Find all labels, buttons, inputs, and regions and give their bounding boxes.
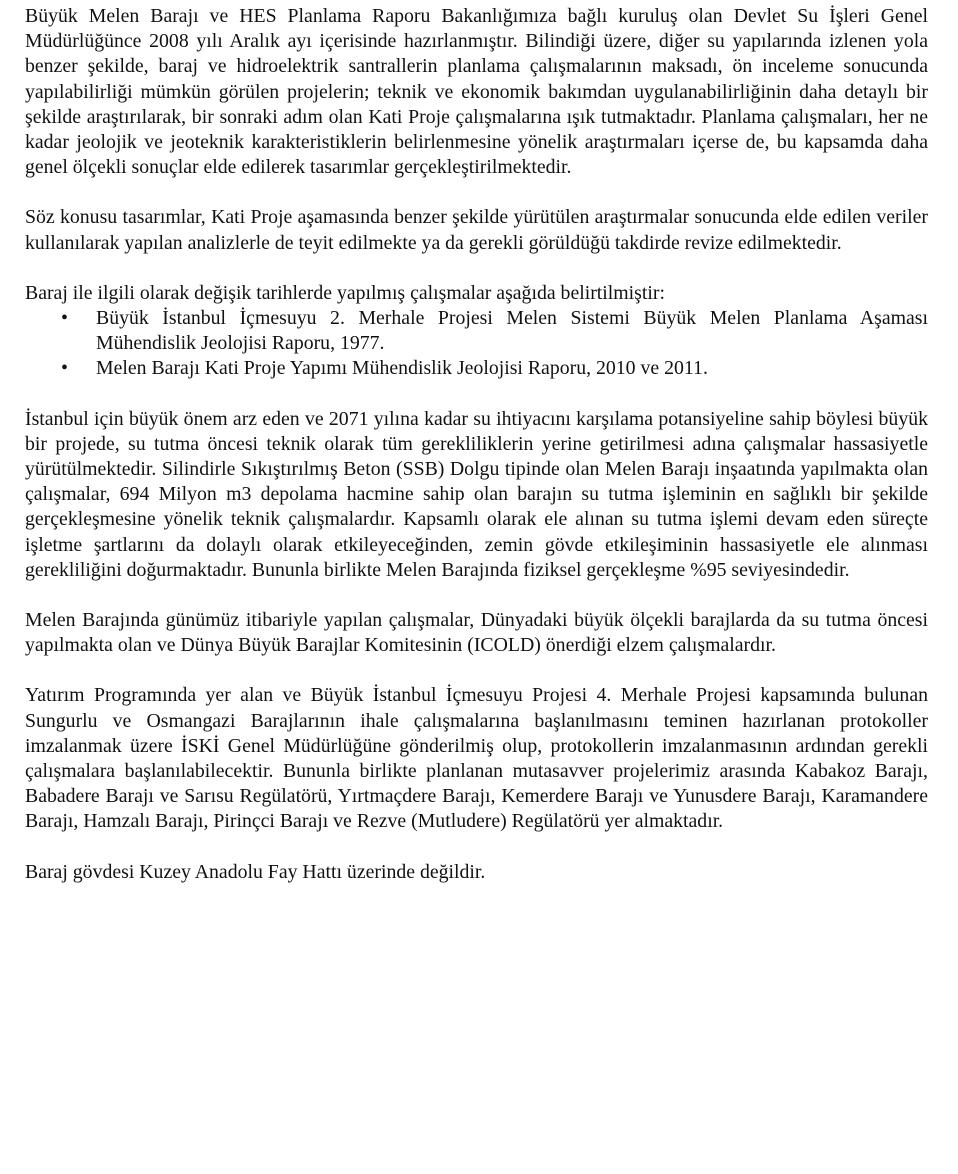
paragraph-gap (25, 180, 928, 205)
studies-list (25, 306, 928, 382)
paragraph-gap (25, 835, 928, 860)
bullet-icon: • (61, 357, 68, 380)
paragraph-designs-confirmation: Söz konusu tasarımlar, Kati Proje aşamasında benzer şekilde yürütülen araştırmalar sonucunda elde edilen veriler kullanılarak yapılan analizlerle de teyit edilmekte ya da gerekli görüldüğü takdirde revize edilmektedir. (25, 206, 928, 254)
paragraph-planning-report: Büyük Melen Barajı ve HES Planlama Raporu Bakanlığımıza bağlı kuruluş olan Devlet Su İşleri Genel Müdürlüğünce 2008 yılı Aralık ayı içerisinde hazırlanmıştır. Bilindiği üzere, diğer su yapılarında izlenen yola benzer şekilde, baraj ve hidroelektrik santrallerin planlama çalışmalarının maksadı, ön inceleme sonucunda yapılabilirliği mümkün görülen projelerin; teknik ve ekonomik bakımdan uygulanabilirliğinin daha detaylı bir şekilde araştırılarak, bir sonraki adım olan Kati Proje çalışmalarına ışık tutmaktadır. Planlama çalışmaları, her ne kadar jeolojik ve jeoteknik karakteristiklerin belirlenmesine yönelik araştırmaları içerse de, bu kapsamda daha genel ölçekli sonuçlar elde edilerek tasarımlar gerçekleştirilmektedir. (25, 5, 928, 179)
bullet-icon: • (61, 307, 68, 330)
paragraph-fault-line: Baraj gövdesi Kuzey Anadolu Fay Hattı üzerinde değildir. (25, 860, 486, 883)
paragraph-gap (25, 583, 928, 608)
list-item-text: Büyük İstanbul İçmesuyu 2. Merhale Projesi Melen Sistemi Büyük Melen Planlama Aşaması Mühendislik Jeolojisi Raporu, 1977. (96, 307, 928, 355)
list-item-text: Melen Barajı Kati Proje Yapımı Mühendislik Jeolojisi Raporu, 2010 ve 2011. (96, 357, 708, 380)
paragraph-icold: Melen Barajında günümüz itibariyle yapılan çalışmalar, Dünyadaki büyük ölçekli barajlarda da su tutma öncesi yapılmakta olan ve Dünya Büyük Barajlar Komitesinin (ICOLD) önerdiği elzem çalışmalardır. (25, 609, 928, 657)
paragraph-investment-program: Yatırım Programında yer alan ve Büyük İstanbul İçmesuyu Projesi 4. Merhale Projesi kapsamında bulunan Sungurlu ve Osmangazi Barajlarının ihale çalışmalarına başlanılmasını teminen hazırlanan protokoller imzalanmak üzere İSKİ Genel Müdürlüğüne gönderilmiş olup, protokollerin imzalanmasının ardından gerekli çalışmalara başlanılabilecektir. Bununla birlikte planlanan mutasavver projelerimiz arasında Kabakoz Barajı, Babadere Barajı ve Sarısu Regülatörü, Yırtmaçdere Barajı, Kemerdere Barajı ve Yunusdere Barajı, Karamandere Barajı, Hamzalı Barajı, Pirinçci Barajı ve Rezve (Mutludere) Regülatörü yer almaktadır. (25, 684, 928, 833)
paragraph-gap (25, 382, 928, 407)
list-item (25, 306, 928, 356)
paragraph-gap (25, 658, 928, 683)
paragraph-istanbul-project: İstanbul için büyük önem arz eden ve 2071 yılına kadar su ihtiyacını karşılama potansiyeline sahip böylesi büyük bir projede, su tutma öncesi teknik olarak tüm gerekliliklerin yerine getirilmesi adına çalışmalar hassasiyetle yürütülmektedir. Silindirle Sıkıştırılmış Beton (SSB) Dolgu tipinde olan Melen Barajı inşaatında yapılmakta olan çalışmalar, 694 Milyon m3 depolama hacmine sahip olan barajın su tutma işleminin en sağlıklı bir şekilde gerçekleşmesine yönelik teknik çalışmalardır. Kapsamlı olarak ele alınan su tutma işlemi devam eden süreçte işletme şartlarını da dolaylı olarak etkileyeceğinden, zemin gövde etkileşiminin hassasiyetle ele alınması gerekliliğini doğurmaktadır. Bununla birlikte Melen Barajında fiziksel gerçekleşme %95 seviyesindedir. (25, 407, 928, 581)
list-item (25, 356, 928, 381)
paragraph-gap (25, 256, 928, 281)
paragraph-studies-intro: Baraj ile ilgili olarak değişik tarihlerde yapılmış çalışmalar aşağıda belirtilmiştir: (25, 281, 665, 304)
